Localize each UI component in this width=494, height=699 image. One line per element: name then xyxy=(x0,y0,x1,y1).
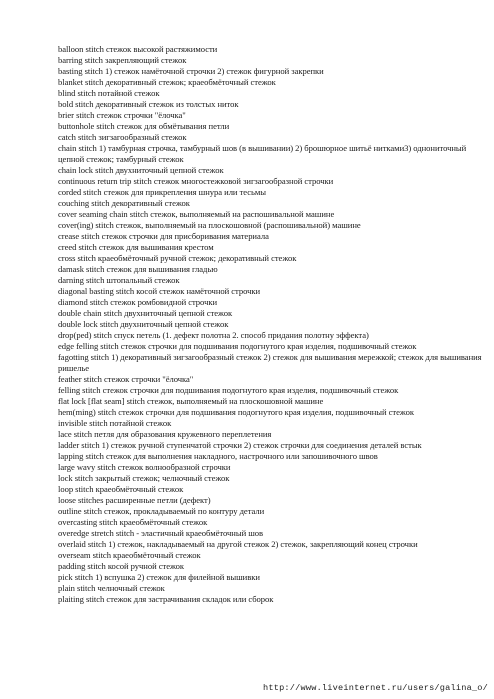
glossary-entry: ladder stitch 1) стежок ручной ступенчатой строчки 2) стежок строчки для соединения деталей встык xyxy=(58,440,422,450)
glossary-entry: continuous return trip stitch стежок многостежковой зигзагообразной строчки xyxy=(58,176,334,186)
glossary-entry: cover(ing) stitch стежок, выполняемый на плоскошовной (распошивальной) машине xyxy=(58,220,361,230)
glossary-entry: lock stitch закрытый стежок; челночный стежок xyxy=(58,473,230,483)
glossary-entry: lapping stitch стежок для выполнения накладного, настрочного или запошивочного швов xyxy=(58,451,378,461)
glossary-entry: large wavy stitch стежок волнообразной строчки xyxy=(58,462,231,472)
glossary-entry: overedge stretch stitch - эластичный краеобмёточный шов xyxy=(58,528,264,538)
glossary-entry: blanket stitch декоративный стежок; краеобмёточный стежок xyxy=(58,77,276,87)
glossary-entry: overseam stitch краеобмёточный стежок xyxy=(58,550,201,560)
glossary-entry: diagonal basting stitch косой стежок намёточной строчки xyxy=(58,286,261,296)
glossary-entry: basting stitch 1) стежок намёточной строчки 2) стежок фигурной закрепки xyxy=(58,66,324,76)
glossary-entry: pick stitch 1) вспушка 2) стежок для филейной вышивки xyxy=(58,572,260,582)
glossary-entry: double chain stitch двухниточный цепной стежок xyxy=(58,308,233,318)
glossary-entry: felling stitch стежок строчки для подшивания подогнутого края изделия, подшивочный стежок xyxy=(58,385,399,395)
glossary-entry: damask stitch стежок для вышивания гладью xyxy=(58,264,218,274)
glossary-entry: catch stitch зигзагообразный стежок xyxy=(58,132,187,142)
glossary-entry: chain lock stitch двухниточный цепной стежок xyxy=(58,165,224,175)
glossary-entry: darning stitch штопальный стежок xyxy=(58,275,180,285)
source-url: http://www.liveinternet.ru/users/galina_o/ xyxy=(263,683,488,693)
glossary-entry: hem(ming) stitch стежок строчки для подшивания подогнутого края изделия, подшивочный стежок xyxy=(58,407,414,417)
glossary-entry: loose stitches расширенные петли (дефект) xyxy=(58,495,211,505)
glossary-entry: loop stitch краеобмёточный стежок xyxy=(58,484,184,494)
glossary-entry: plaiting stitch стежок для застрачивания складок или сборок xyxy=(58,594,274,604)
glossary-entry: balloon stitch стежок высокой растяжимости xyxy=(58,44,218,54)
glossary-entry: plain stitch челночный стежок xyxy=(58,583,165,593)
glossary-entry: cross stitch краеобмёточный ручной стежок; декоративный стежок xyxy=(58,253,297,263)
glossary-entry: lace stitch петля для образования кружевного переплетения xyxy=(58,429,272,439)
glossary-entry: fagotting stitch 1) декоративный зигзагообразный стежок 2) стежок для вышивания мережкой; стежок для вышивания ришелье xyxy=(58,352,482,373)
glossary-entry: outline stitch стежок, прокладываемый по контуру детали xyxy=(58,506,265,516)
glossary-entry: cover seaming chain stitch стежок, выполняемый на распошивальной машине xyxy=(58,209,335,219)
glossary-entry: blind stitch потайной стежок xyxy=(58,88,160,98)
glossary-entry: creed stitch стежок для вышивания крестом xyxy=(58,242,214,252)
glossary-entry: buttonhole stitch стежок для обмётывания петли xyxy=(58,121,230,131)
glossary-entry: double lock stitch двухниточный цепной стежок xyxy=(58,319,229,329)
glossary-entry: crease stitch стежок строчки для присборивания материала xyxy=(58,231,269,241)
glossary-entry: barring stitch закрепляющий стежок xyxy=(58,55,187,65)
glossary-list xyxy=(58,44,488,605)
glossary-entry: feather stitch стежок строчки "ёлочка" xyxy=(58,374,194,384)
glossary-entry: flat lock [flat seam] stitch стежок, выполняемый на плоскошовной машине xyxy=(58,396,324,406)
glossary-entry: chain stitch 1) тамбурная строчка, тамбурный шов (в вышивании) 2) брошюрное шитьё нитками3) однониточный цепной стежок; тамбурный стежок xyxy=(58,143,467,164)
glossary-entry: overlaid stitch 1) стежок, накладываемый на другой стежок 2) стежок, закрепляющий конец строчки xyxy=(58,539,418,549)
glossary-entry: couching stitch декоративный стежок xyxy=(58,198,190,208)
glossary-entry: invisible stitch потайной стежок xyxy=(58,418,172,428)
glossary-entry: bold stitch декоративный стежок из толстых ниток xyxy=(58,99,239,109)
glossary-entry: overcasting stitch краеобмёточный стежок xyxy=(58,517,208,527)
glossary-entry: padding stitch косой ручной стежок xyxy=(58,561,185,571)
glossary-entry: corded stitch стежок для прикрепления шнура или тесьмы xyxy=(58,187,267,197)
glossary-entry: drop(ped) stitch спуск петель (1. дефект полотна 2. способ придания полотну эффекта) xyxy=(58,330,369,340)
glossary-entry: brier stitch стежок строчки "ёлочка" xyxy=(58,110,186,120)
glossary-entry: edge felling stitch стежок строчки для подшивания подогнутого края изделия, подшивочный стежок xyxy=(58,341,417,351)
glossary-entry: diamond stitch стежок ромбовидной строчки xyxy=(58,297,218,307)
